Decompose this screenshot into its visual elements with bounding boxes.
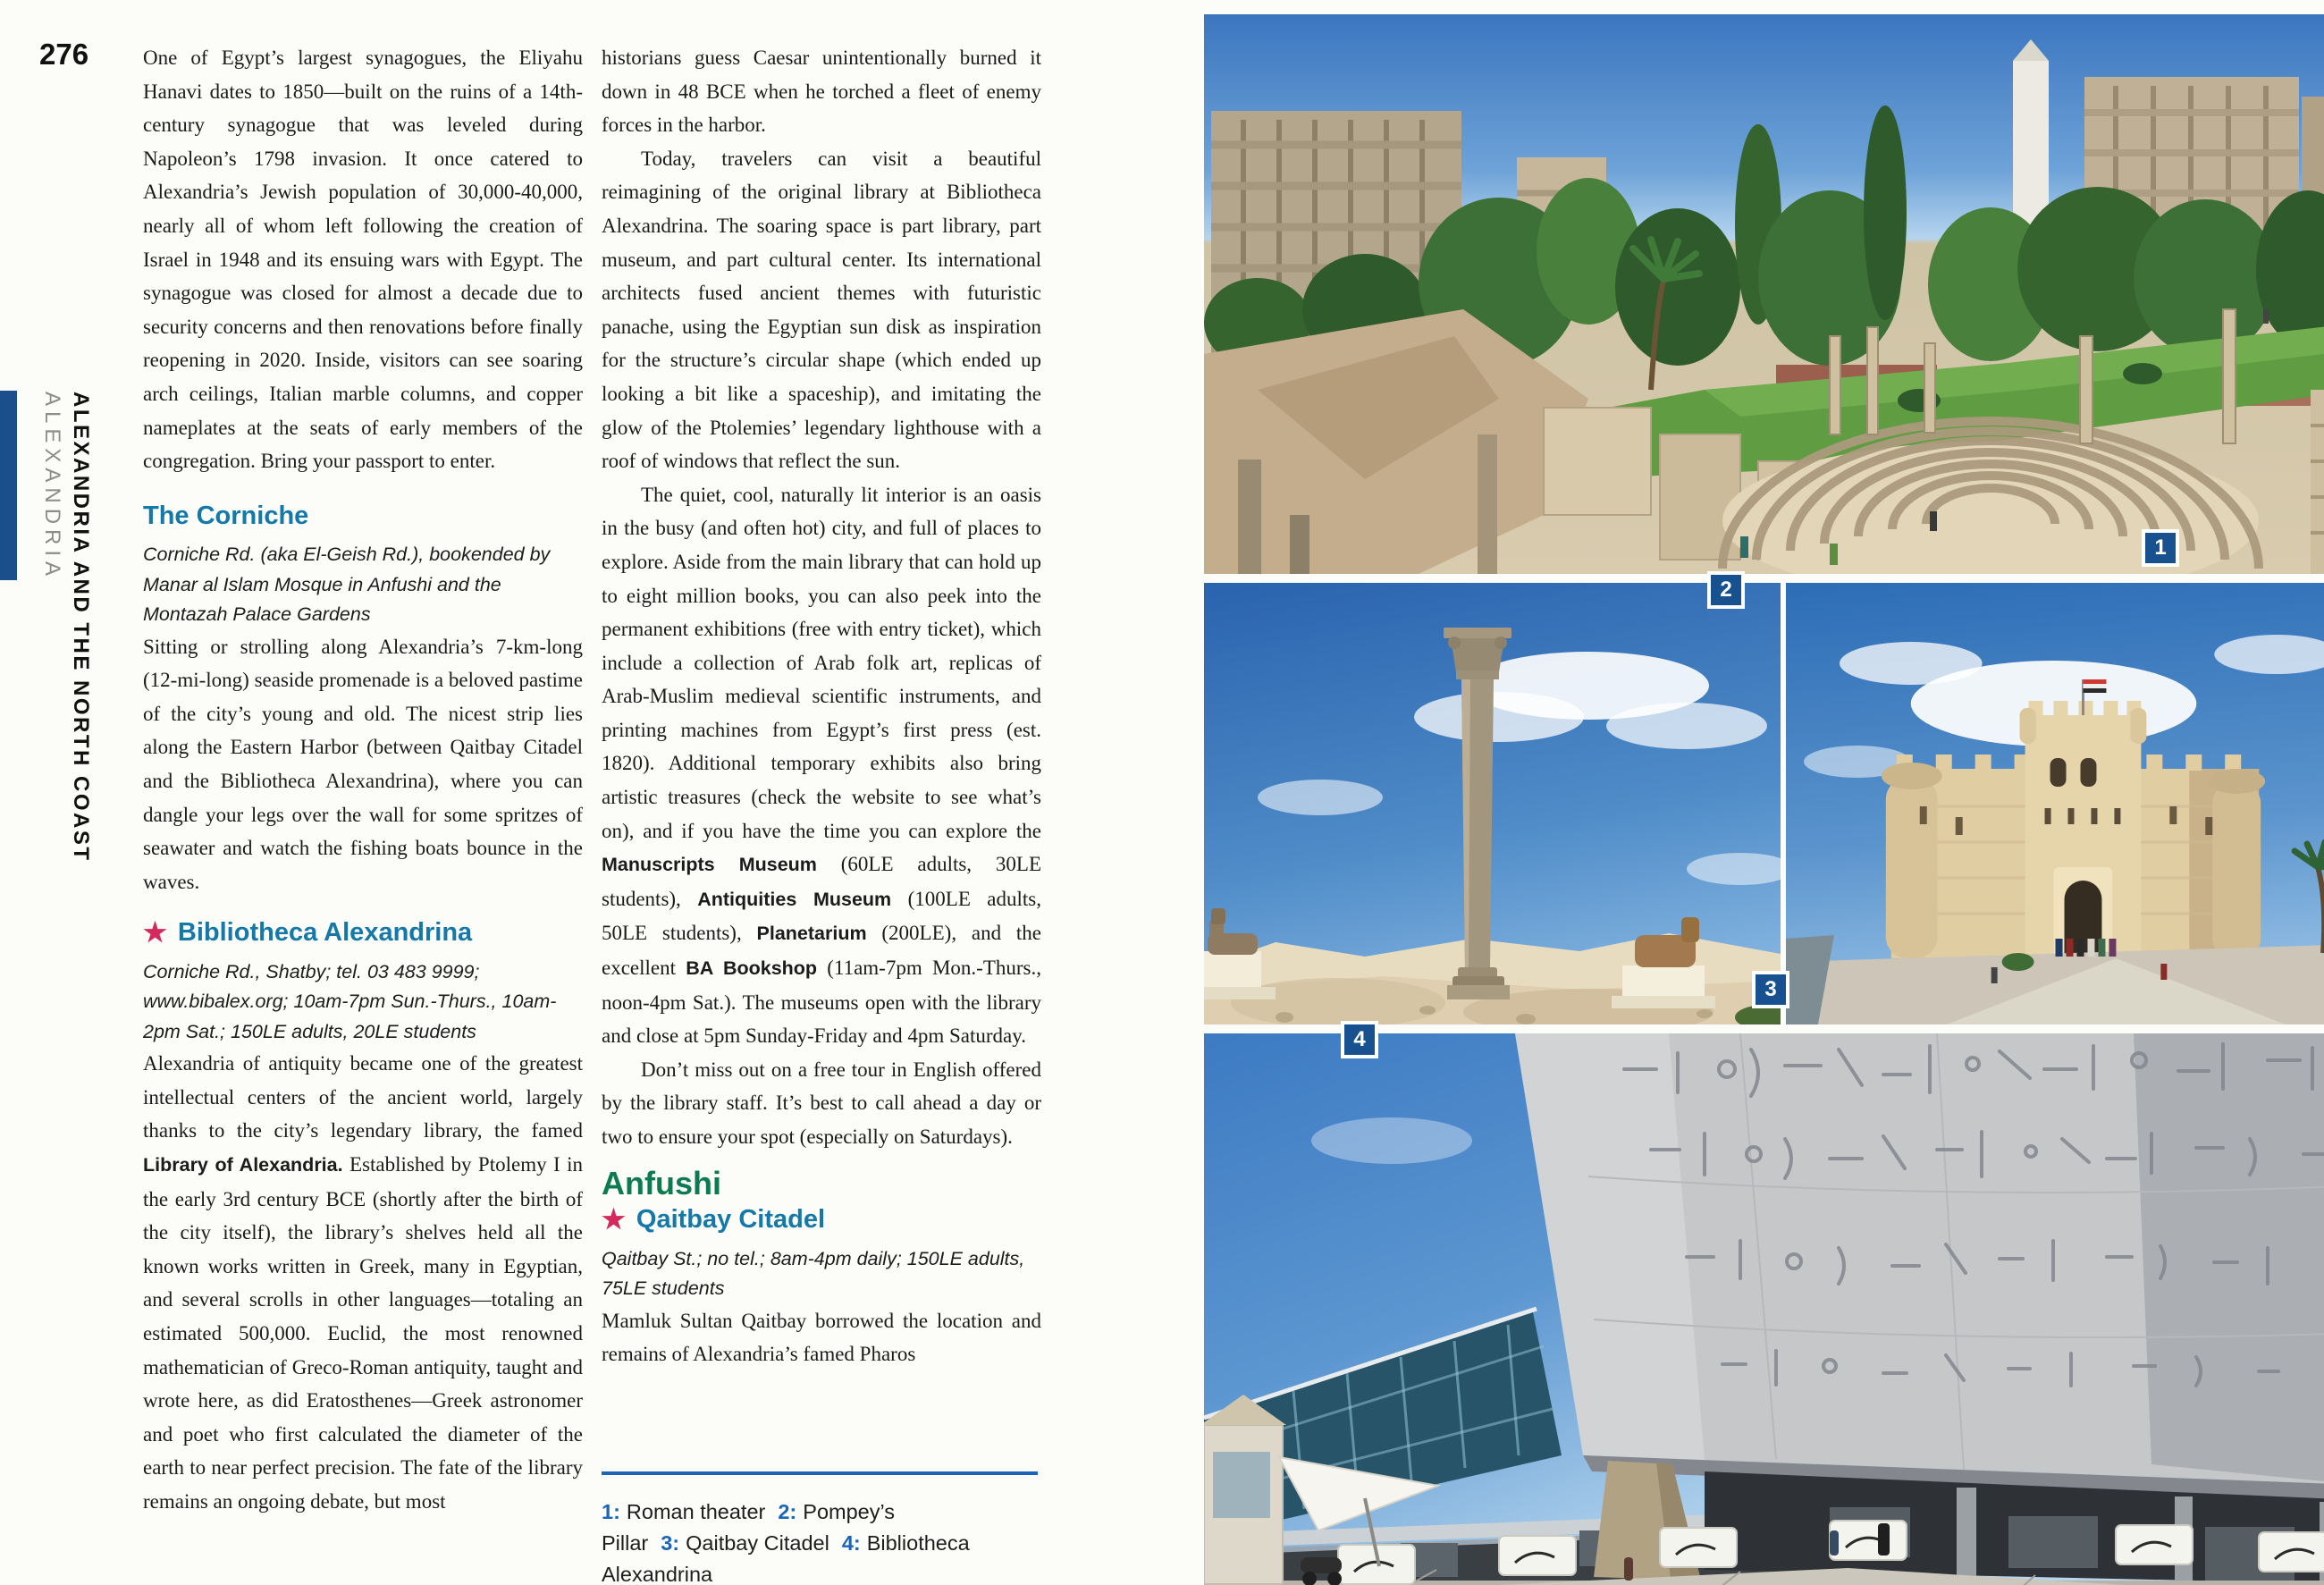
keyword-planetarium: Planetarium	[756, 923, 867, 945]
photo-qaitbay-citadel	[1786, 583, 2324, 1024]
synagogue-paragraph: One of Egypt’s largest synagogues, the Eliyahu Hanavi dates to 1850—built on the ruins of a 14th-century synagogue that was leveled during Napoleon’s 1798 invasion. It once catered to Alexandria’s Jewish population of 30,000-40,000, nearly all of whom left following the creation of Israel in 1948 and its ensuing wars with Egypt. The synagogue was closed for almost a decade due to security concerns and then renovations before finally reopening in 2020. Inside, visitors can see soaring arch ceilings, Italian marble columns, and copper nameplates at the seats of early members of the congregation. Bring your passport to enter.	[143, 46, 583, 473]
roman-theater-illustration	[1204, 14, 2324, 574]
sidebar-section-label: ALEXANDRIA	[40, 392, 64, 582]
star-icon: ★	[143, 917, 167, 948]
star-icon: ★	[602, 1205, 626, 1235]
text-segment: (11am-7pm Mon.-Thurs., noon-4pm Sat.). The museums open with the library and close at 5pm Sunday-Friday and 4pm Saturday.	[602, 957, 1041, 1048]
text-segment: (100LE adults, 50LE students),	[602, 887, 1041, 945]
interior-paragraph	[602, 478, 1041, 1053]
sidebar-chapter-label: ALEXANDRIA AND THE NORTH COAST	[69, 392, 93, 863]
tour-paragraph: Don’t miss out on a free tour in English offered by the library staff. It’s best to call ahead a day or two to ensure your spot (especially on Saturdays).	[602, 1058, 1041, 1148]
qaitbay-paragraph: Mamluk Sultan Qaitbay borrowed the location and remains of Alexandria’s famed Pharos	[602, 1309, 1041, 1366]
sight-heading-text: Bibliotheca Alexandrina	[177, 918, 473, 948]
text-column-right	[602, 41, 1041, 1464]
corniche-info-line: Corniche Rd. (aka El-Geish Rd.), bookended by Manar al Islam Mosque in Anfushi and the Montazah Palace Gardens	[143, 544, 551, 626]
cloud	[1311, 1117, 1472, 1164]
caption-number: 3:	[661, 1530, 680, 1555]
page-number: 276	[39, 38, 89, 71]
photo-pompeys-pillar	[1204, 583, 1781, 1024]
photo-number-badge-1: 1	[2142, 529, 2179, 567]
qaitbay-citadel-illustration	[1786, 583, 2324, 1024]
caption-label: Roman theater	[626, 1499, 766, 1523]
bibliotheca-illustration	[1204, 1033, 2324, 1585]
bibliotheca-info-line: Corniche Rd., Shatby; tel. 03 483 9999; www.bibalex.org; 10am-7pm Sun.-Thurs., 10am-2pm Sat.; 150LE adults, 20LE students	[143, 960, 557, 1042]
text-segment: Alexandria of antiquity became one of the greatest intellectual centers of the ancient world, largely thanks to the city’s legendary library, the famed	[143, 1052, 583, 1142]
corniche-paragraph: Sitting or strolling along Alexandria’s 7-km-long (12-mi-long) seaside promenade is a beloved pastime of the city’s young and old. The nicest strip lies along the Eastern Harbor (between Qaitbay Citadel and the Bibliotheca Alexandrina), where you can dangle your legs over the wall for some spritzes of seawater and watch the fishing boats bounce in the waves.	[143, 635, 583, 893]
caption-rule	[602, 1471, 1038, 1475]
caption-label: Bibliotheca Alexandrina	[602, 1530, 970, 1585]
pompeys-pillar-illustration	[1204, 583, 1781, 1024]
qaitbay-info-line: Qaitbay St.; no tel.; 8am-4pm daily; 150LE adults, 75LE students	[602, 1247, 1025, 1300]
photo-caption	[602, 1496, 1038, 1585]
text-segment: (200LE), and the excellent	[602, 922, 1041, 980]
keyword-antiquities-museum: Antiquities Museum	[697, 888, 892, 910]
caption-item	[661, 1531, 842, 1555]
photo-bibliotheca-alexandrina	[1204, 1033, 2324, 1585]
reimagining-paragraph: Today, travelers can visit a beautiful reimagining of the original library at Bibliotheca Alexandrina. The soaring space is part library, part museum, and part cultural center. Its international architects fused ancient themes with futuristic panache, using the Egyptian sun disk as inspiration for the structure’s circular shape (which ended up looking a bit like a spaceship), and imitating the glow of the Ptolemies’ legendary lighthouse with a roof of windows that reflect the sun.	[602, 147, 1041, 473]
keyword-manuscripts-museum: Manuscripts Museum	[602, 854, 817, 876]
carved-granite-wall	[1515, 1033, 2324, 1500]
caption-number: 2:	[778, 1499, 797, 1523]
text-segment: Established by Ptolemy I in the early 3rd century BCE (shortly after the birth of the city itself), the library’s shelves held all the known works written in Greek, many in Egyptian, and several scrolls in other languages—totaling an estimated 500,000. Euclid, the most renowned mathematician of Greco-Roman antiquity, taught and wrote here, as did Eratosthenes—Greek astronomer and poet who first calculated the diameter of the earth to near perfect precision. The fate of the library remains an ongoing debate, but most	[143, 1152, 583, 1513]
sight-heading-qaitbay	[602, 1205, 1041, 1235]
text-segment: The quiet, cool, naturally lit interior is an oasis in the busy (and often hot) city, and full of places to explore. Aside from the main library that can hold up to eight million books, you can also peek into the permanent exhibitions (free with entry ticket), which include a collection of Arab folk art, replicas of Arab-Muslim medieval scientific instruments, and printing machines from Egypt’s first press (est. 1820). Additional temporary exhibits also bring artistic treasures (check the website to see what’s on), and if you have the time you can explore the	[602, 483, 1041, 842]
photo-number-badge-3: 3	[1752, 971, 1789, 1008]
photo-number-badge-2: 2	[1707, 571, 1745, 609]
library-continuation-paragraph: historians guess Caesar unintentionally burned it down in 48 BCE when he torched a fleet of enemy forces in the harbor.	[602, 46, 1041, 137]
caption-item	[602, 1500, 778, 1523]
chapter-color-bar	[0, 391, 17, 580]
caption-label: Qaitbay Citadel	[686, 1530, 829, 1555]
sight-heading-text: Qaitbay Citadel	[636, 1205, 826, 1235]
keyword-library-of-alexandria: Library of Alexandria.	[143, 1153, 343, 1176]
photo-roman-theater	[1204, 14, 2324, 574]
caption-label: Pompey’s Pillar	[602, 1499, 896, 1555]
area-heading-anfushi: Anfushi	[602, 1164, 721, 1201]
text-column-left	[143, 41, 583, 1561]
text-segment: (60LE adults, 30LE students),	[602, 853, 1041, 910]
bibliotheca-paragraph	[143, 1047, 583, 1518]
caption-number: 1:	[602, 1499, 620, 1523]
clouds	[1258, 652, 1781, 885]
keyword-ba-bookshop: BA Bookshop	[686, 957, 818, 980]
sight-heading-bibliotheca	[143, 918, 583, 948]
caption-number: 4:	[841, 1530, 861, 1555]
photo-number-badge-4: 4	[1341, 1021, 1378, 1058]
section-heading-corniche: The Corniche	[143, 501, 309, 530]
photo-caption-block	[602, 1471, 1038, 1585]
